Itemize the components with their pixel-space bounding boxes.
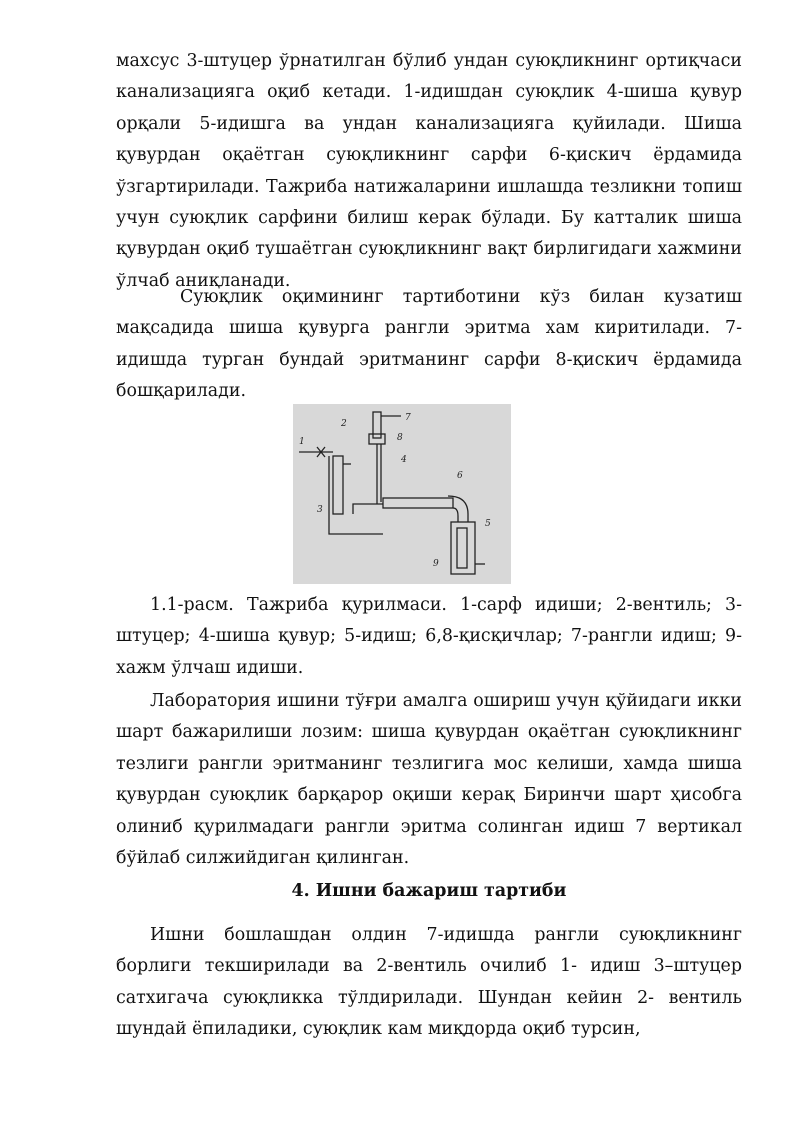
- tank-1-outline: [329, 514, 383, 534]
- label-3: 3: [317, 505, 323, 515]
- label-9: 9: [433, 559, 439, 569]
- tank-1: [333, 456, 343, 514]
- paragraph-4: Ишни бошлашдан олдин 7-идишда рангли суюқликнинг борлиги текширилади ва 2-вентиль очилиб 1- идиш 3–штуцер сатхигача суюқликка тўлдирилади. Шундан кейин 2- вентиль шундай ёпиладики, суюқлик кам миқдорда оқиб турсин,: [116, 925, 742, 1040]
- paragraph-2: Суюқлик оқимининг тартиботини кўз билан кузатиш мақсадида шиша қувурга рангли эритма хам киритилади. 7-идишда турган бундай эритманинг сарфи 8-қискич ёрдамида бошқарилади.: [116, 287, 742, 402]
- label-7: 7: [405, 413, 411, 423]
- glass-tube-4: [383, 498, 453, 508]
- paragraph-1: махсус 3-штуцер ўрнатилган бўлиб ундан суюқликнинг ортиқчаси канализацияга оқиб кетади. 1-идишдан суюқлик 4-шиша қувур орқали 5-идишга ва ундан канализацияга қуйилади. Шиша қувурдан оқаётган суюқликнинг сарфи 6-қискич ёрдамида ўзгартирилади. Тажриба натижаларини ишлашда тезликни топиш учун суюқлик сарфини билиш керак бўлади. Бу катталик шиша қувурдан оқиб тушаётган суюқликнинг вақт бирлигидаги хажмини ўлчаб аниқланади.: [116, 51, 742, 291]
- label-5: 5: [485, 519, 491, 529]
- vessel-5: [457, 528, 467, 568]
- setup-diagram: [293, 404, 511, 584]
- label-8: 8: [397, 433, 403, 443]
- label-2: 2: [341, 419, 347, 429]
- measuring-vessel-9: [451, 522, 475, 574]
- figure-caption: 1.1-расм. Тажриба қурилмаси. 1-сарф идиши; 2-вентиль; 3-штуцер; 4-шиша қувур; 5-идиш; 6,8-қисқичлар; 7-рангли идиш; 9-хажм ўлчаш идиши.: [116, 595, 742, 678]
- experimental-setup-figure: [293, 404, 511, 584]
- label-1: 1: [299, 437, 305, 447]
- paragraph-3: Лаборатория ишини тўғри амалга ошириш учун қўйидаги икки шарт бажарилиши лозим: шиша қувурдан оқаётган суюқликнинг тезлиги рангли эритманинг тезлигига мос келиши, хамда шиша қувурдан суюқлик барқарор оқиши керақ Биринчи шарт ҳисобга олиниб қурилмадаги рангли эритма солинган идиш 7 вертикал бўйлаб силжийдиган қилинган.: [116, 691, 742, 869]
- label-6: 6: [457, 471, 463, 481]
- label-4: 4: [401, 455, 407, 465]
- section-heading: 4. Ишни бажариш тартиби: [291, 881, 567, 901]
